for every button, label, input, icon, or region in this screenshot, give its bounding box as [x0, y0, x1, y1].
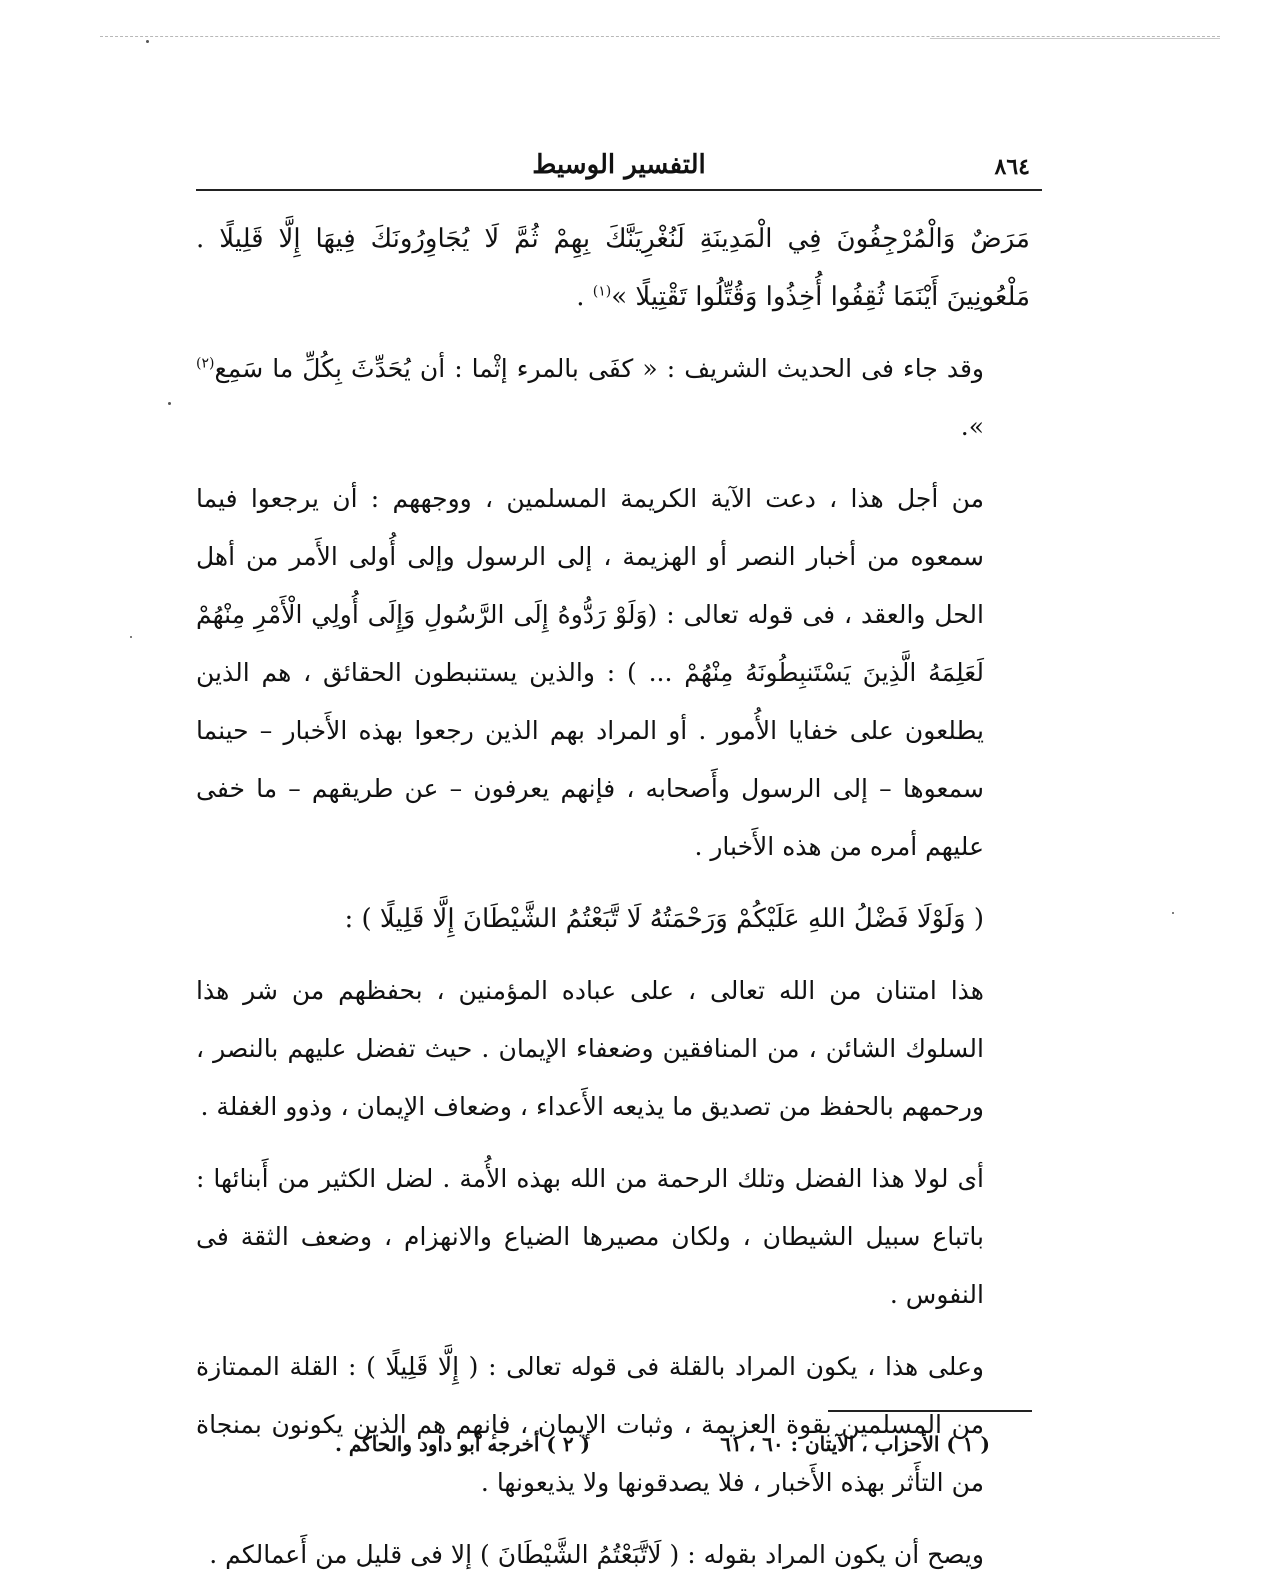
commentary-paragraph: من أجل هذا ، دعت الآية الكريمة المسلمين ، ووجههم : أن يرجعوا فيما سمعوه من أخبار النصر أو الهزيمة ، إلى الرسول وإلى أُولى الأَمر من أهل الحل والعقد ، فى قوله تعالى : (وَلَوْ رَدُّوهُ إِلَى الرَّسُولِ وَإِلَى أُولِي الْأَمْرِ مِنْهُمْ لَعَلِمَهُ الَّذِينَ يَسْتَنبِطُونَهُ مِنْهُمْ ... ) : والذين يستنبطون الحقائق ، هم الذين يطلعون على خفايا الأُمور . أو المراد بهم الذين رجعوا بهذه الأَخبار – حينما سمعوها – إلى الرسول وأَصحابه ، فإنهم يعرفون – عن طريقهم – ما خفى عليهم أمره من هذه الأَخبار .	[196, 484, 985, 861]
page-header	[196, 148, 1042, 188]
commentary-paragraph: ويصح أن يكون المراد بقوله : ( لَاتَّبَعْتُمُ الشَّيْطَانَ ) إلا فى قليل من أَعمالكم .	[209, 1540, 984, 1569]
footnote-rule	[828, 1410, 1032, 1412]
hadith-paragraph: وقد جاء فى الحديث الشريف : « كفَى بالمرء إثْما : أن يُحَدِّثَ بِكُلِّ ما سَمِع$^{(٢)}$ ».	[196, 354, 984, 441]
header-rule	[196, 189, 1042, 191]
commentary-paragraph: وعلى هذا ، يكون المراد بالقلة فى قوله تعالى : ( إِلَّا قَلِيلًا ) : القلة الممتازة من المسلمين بقوة العزيمة ، وثبات الإيمان ، فإنهم هم الذين يكونون بمنجاة من التأَثر بهذه الأَخبار ، فلا يصدقونها ولا يذيعونها .	[196, 1352, 984, 1497]
footnote-1: ( ١ ) الأحزاب ، الآيتان : ٦٠ ، ٦١	[720, 1432, 990, 1456]
quran-verse-continuation: مَرَضٌ وَالْمُرْجِفُونَ فِي الْمَدِينَةِ لَنُغْرِيَنَّكَ بِهِمْ ثُمَّ لَا يُجَاوِرُونَكَ فِيهَا إِلَّا قَلِيلًا . مَلْعُونِينَ أَيْنَمَا ثُقِفُوا أُخِذُوا وَقُتِّلُوا تَقْتِيلًا »$^{(١)}$ .	[196, 224, 1030, 312]
scan-speck	[146, 40, 149, 43]
page-number: ٨٦٤	[994, 154, 1030, 180]
page-body	[196, 210, 1030, 1584]
footnote-2: ( ٢ ) أخرجه أبو داود والحاكم .	[334, 1432, 590, 1456]
commentary-paragraph: أى لولا هذا الفضل وتلك الرحمة من الله بهذه الأُمة . لضل الكثير من أَبنائها : باتباع سبيل الشيطان ، ولكان مصيرها الضياع والانهزام ، وضعف الثقة فى النفوس .	[196, 1164, 984, 1309]
footnote-marker: (٢)	[196, 355, 215, 372]
scan-speck	[168, 402, 171, 405]
commentary-paragraph: هذا امتنان من الله تعالى ، على عباده المؤمنين ، بحفظهم من شر هذا السلوك الشائن ، من المنافقين وضعفاء الإيمان . حيث تفضل عليهم بالنصر ، ورحمهم بالحفظ من تصديق ما يذيعه الأَعداء ، وضعاف الإيمان ، وذوو الغفلة .	[196, 976, 984, 1121]
footnote-marker: (١)	[592, 283, 612, 300]
quran-verse-heading: ( وَلَوْلَا فَضْلُ اللهِ عَلَيْكُمْ وَرَحْمَتُهُ لَا تَّبَعْتُمُ الشَّيْطَانَ إِلَّا قَلِيلًا ) :	[344, 904, 984, 934]
footnotes	[300, 1432, 990, 1468]
book-title: التفسير الوسيط	[532, 150, 706, 180]
scan-artifact-line	[100, 36, 1220, 37]
scan-speck	[130, 636, 132, 638]
scan-speck	[1172, 912, 1174, 914]
scan-artifact-line	[930, 38, 1220, 39]
